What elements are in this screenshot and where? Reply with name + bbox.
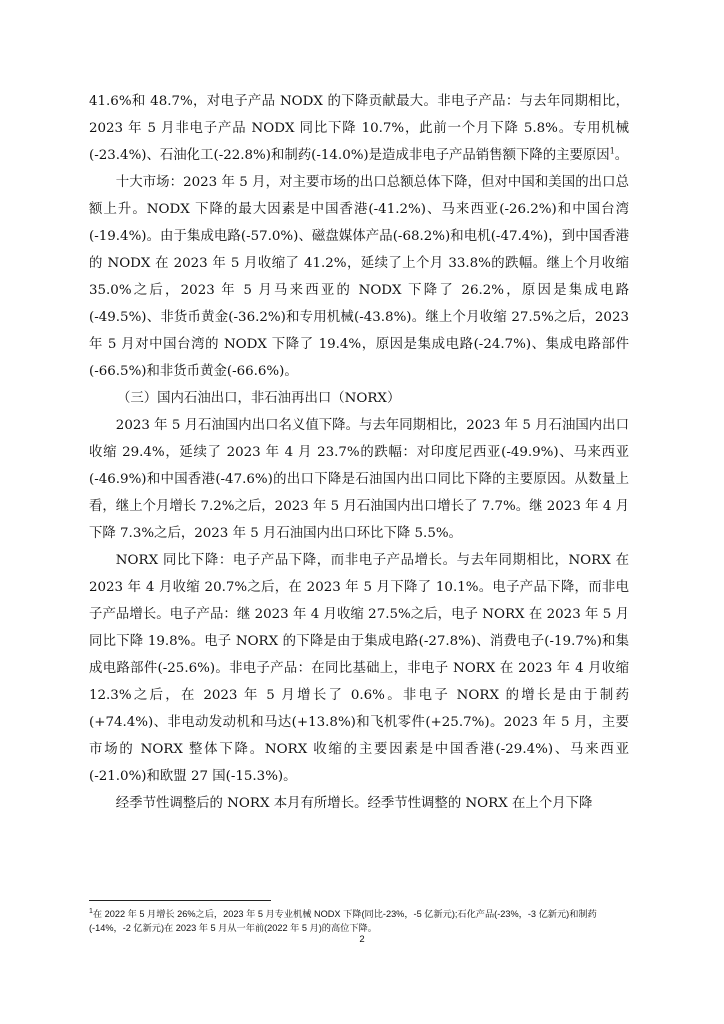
paragraph-electronics-continued — [89, 88, 629, 169]
footnote-divider — [89, 900, 271, 901]
footnote-mark: 1 — [89, 907, 93, 915]
footnote — [89, 907, 629, 935]
footnote-text: 在 2022 年 5 月增长 26%之后，2023 年 5 月专业机械 NODX 下降(同比-23%，-5 亿新元);石化产品(-23%，-3 亿新元)和制药(-14%，-2 亿新元)在 2023 年 5 月从一年前(2022 年 5 月)的高位下降。 — [89, 909, 597, 933]
paragraph-oil-exports: 2023 年 5 月石油国内出口名义值下降。与去年同期相比，2023 年 5 月石油国内出口收缩 29.4%，延续了 2023 年 4 月 23.7%的跌幅：对印度尼西亚(-49.9%)、马来西亚(-46.9%)和中国香港(-47.6%)的出口下降是石油国内出口同比下降的主要原因。从数量上看，继上个月增长 7.2%之后，2023 年 5 月石油国内出口增长了 7.7%。继 2023 年 4 月下降 7.3%之后，2023 年 5 月石油国内出口环比下降 5.5%。 — [89, 418, 629, 541]
footnote-reference[interactable]: 1 — [609, 146, 615, 156]
body-text — [89, 88, 629, 817]
paragraph-top-markets: 十大市场：2023 年 5 月，对主要市场的出口总额总体下降，但对中国和美国的出口总额上升。NODX 下降的最大因素是中国香港(-41.2%)、马来西亚(-26.2%)和中国台湾(-19.4%)。由于集成电路(-57.0%)、磁盘媒体产品(-68.2%)和电机(-47.4%)，到中国香港的 NODX 在 2023 年 5 月收缩了 41.2%，延续了上个月 33.8%的跌幅。继上个月收缩 35.0%之后，2023 年 5 月马来西亚的 NODX 下降了 26.2%，原因是集成电路(-49.5%)、非货币黄金(-36.2%)和专用机械(-43.8%)。继上个月收缩 27.5%之后，2023 年 5 月对中国台湾的 NODX 下降了 19.4%，原因是集成电路(-24.7%)、集成电路部件(-66.5%)和非货币黄金(-66.6%)。 — [89, 175, 629, 379]
paragraph-seasonal-adjustment: 经季节性调整后的 NORX 本月有所增长。经季节性调整的 NORX 在上个月下降 — [115, 796, 593, 811]
paragraph-1-end: 。 — [614, 148, 629, 163]
paragraph-1-text: 41.6%和 48.7%，对电子产品 NODX 的下降贡献最大。非电子产品：与去年同期相比，2023 年 5 月非电子产品 NODX 同比下降 10.7%，此前一个月下降 5.8%。专用机械(-23.4%)、石油化工(-22.8%)和制药(-14.0%)是造成非电子产品销售额下降的主要原因 — [89, 94, 629, 163]
section-heading-3: （三）国内石油出口，非石油再出口（NORX） — [117, 391, 401, 406]
paragraph-norx: NORX 同比下降：电子产品下降，而非电子产品增长。与去年同期相比，NORX 在 2023 年 4 月收缩 20.7%之后，在 2023 年 5 月下降了 10.1%。电子产品下降，而非电子产品增长。电子产品：继 2023 年 4 月收缩 27.5%之后，电子 NORX 在 2023 年 5 月同比下降 19.8%。电子 NORX 的下降是由于集成电路(-27.8%)、消费电子(-19.7%)和集成电路部件(-25.6%)。非电子产品：在同比基础上，非电子 NORX 在 2023 年 4 月收缩 12.3%之后，在 2023 年 5 月增长了 0.6%。非电子 NORX 的增长是由于制药(+74.4%)、非电动发动机和马达(+13.8%)和飞机零件(+25.7%)。2023 年 5 月，主要市场的 NORX 整体下降。NORX 收缩的主要因素是中国香港(-29.4%)、马来西亚(-21.0%)和欧盟 27 国(-15.3%)。 — [89, 553, 629, 784]
page-number: 2 — [359, 934, 365, 945]
